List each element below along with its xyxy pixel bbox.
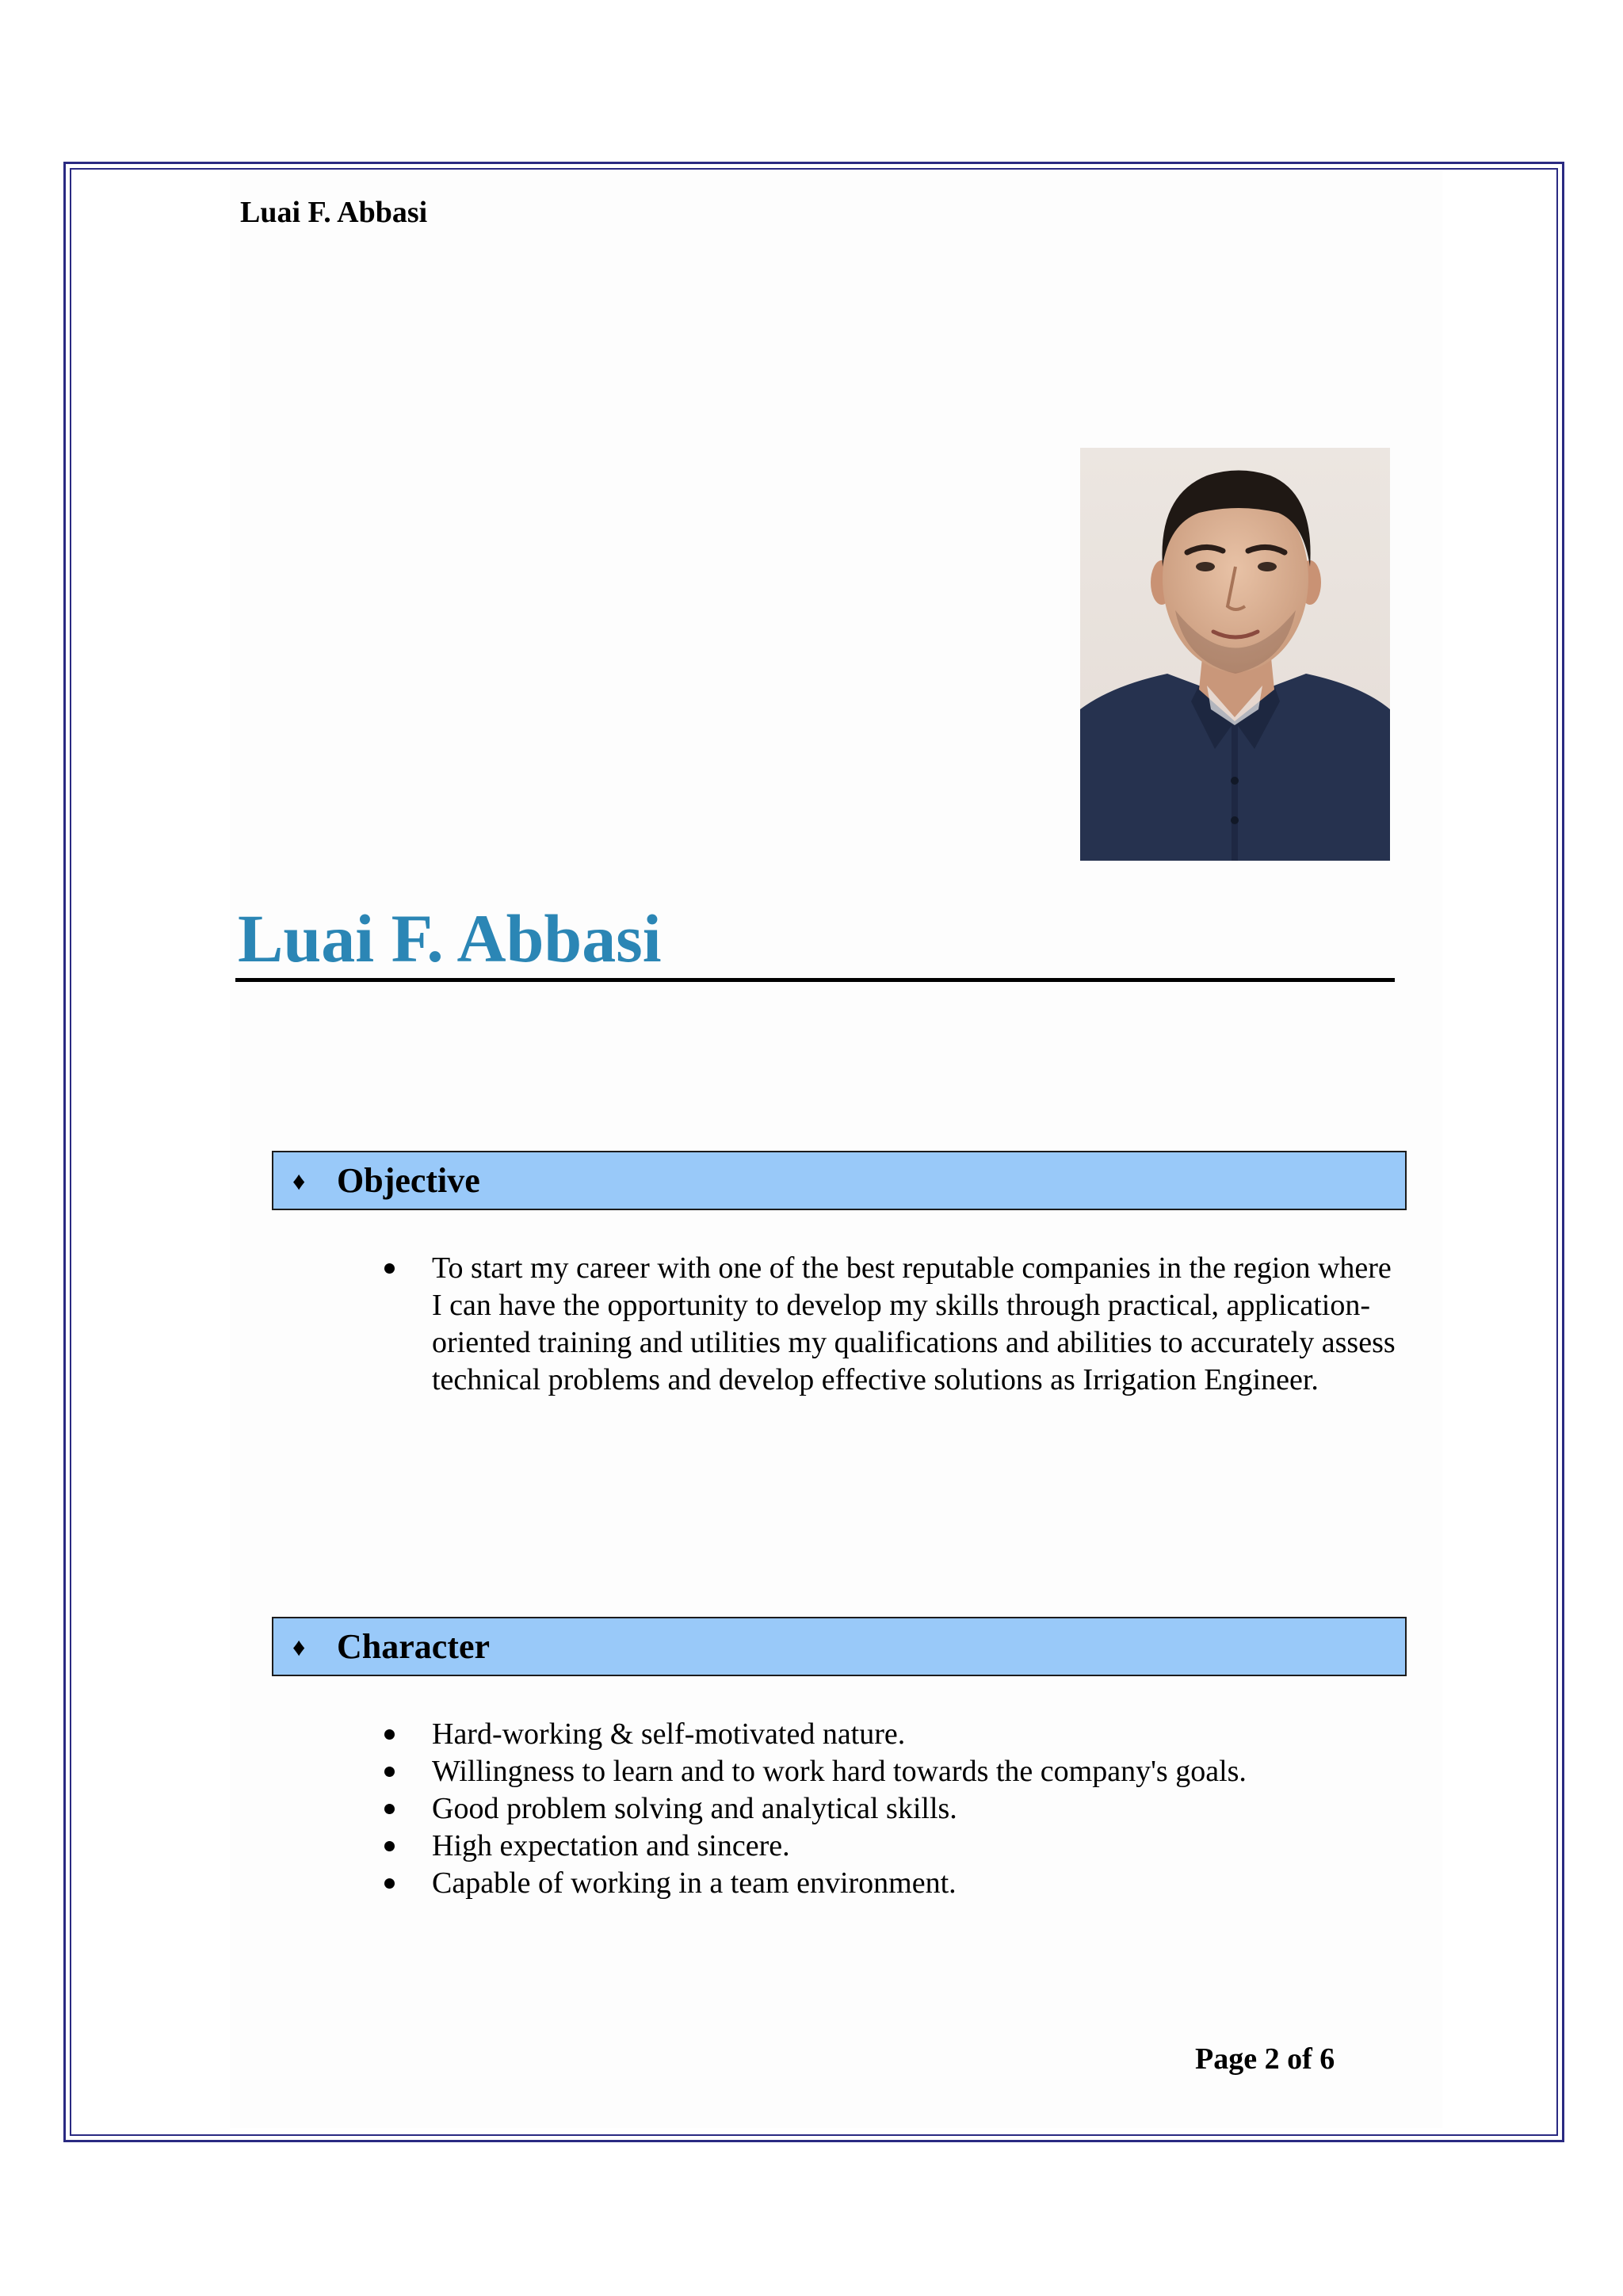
running-header-name: Luai F. Abbasi [240, 196, 428, 229]
main-title-name: Luai F. Abbasi [238, 900, 662, 976]
list-item [384, 1865, 1415, 1902]
bullet-icon [384, 1841, 395, 1851]
character-text: Good problem solving and analytical skills. [432, 1792, 957, 1825]
objective-heading: Objective [337, 1160, 480, 1200]
diamond-icon: ♦ [292, 1632, 306, 1661]
character-text: High expectation and sincere. [432, 1829, 790, 1862]
title-underline [235, 978, 1395, 982]
objective-text: To start my career with one of the best reputable companies in the region where I can have the opportunity to develop my skills through practical, application-oriented training and utilities my qualifications and abilities to accurately assess technical problems and develop effective solutions as Irrigation Engineer. [432, 1251, 1396, 1396]
list-item [384, 1250, 1399, 1399]
bullet-icon [384, 1878, 395, 1889]
list-item [384, 1753, 1415, 1790]
bullet-icon [384, 1729, 395, 1740]
character-text: Hard-working & self-motivated nature. [432, 1717, 906, 1751]
character-text: Capable of working in a team environment. [432, 1866, 957, 1900]
character-list [384, 1716, 1415, 1902]
list-item [384, 1790, 1415, 1828]
list-item [384, 1716, 1415, 1753]
bullet-icon [384, 1767, 395, 1777]
character-section-header [272, 1617, 1407, 1676]
bullet-icon [384, 1263, 395, 1274]
page-number: Page 2 of 6 [1195, 2042, 1335, 2076]
character-heading: Character [337, 1626, 491, 1666]
character-text: Willingness to learn and to work hard towards the company's goals. [432, 1755, 1247, 1788]
objective-list [384, 1250, 1415, 1399]
diamond-icon: ♦ [292, 1166, 306, 1195]
objective-section-header [272, 1151, 1407, 1210]
list-item [384, 1828, 1415, 1865]
bullet-icon [384, 1804, 395, 1814]
profile-photo [1080, 448, 1390, 861]
